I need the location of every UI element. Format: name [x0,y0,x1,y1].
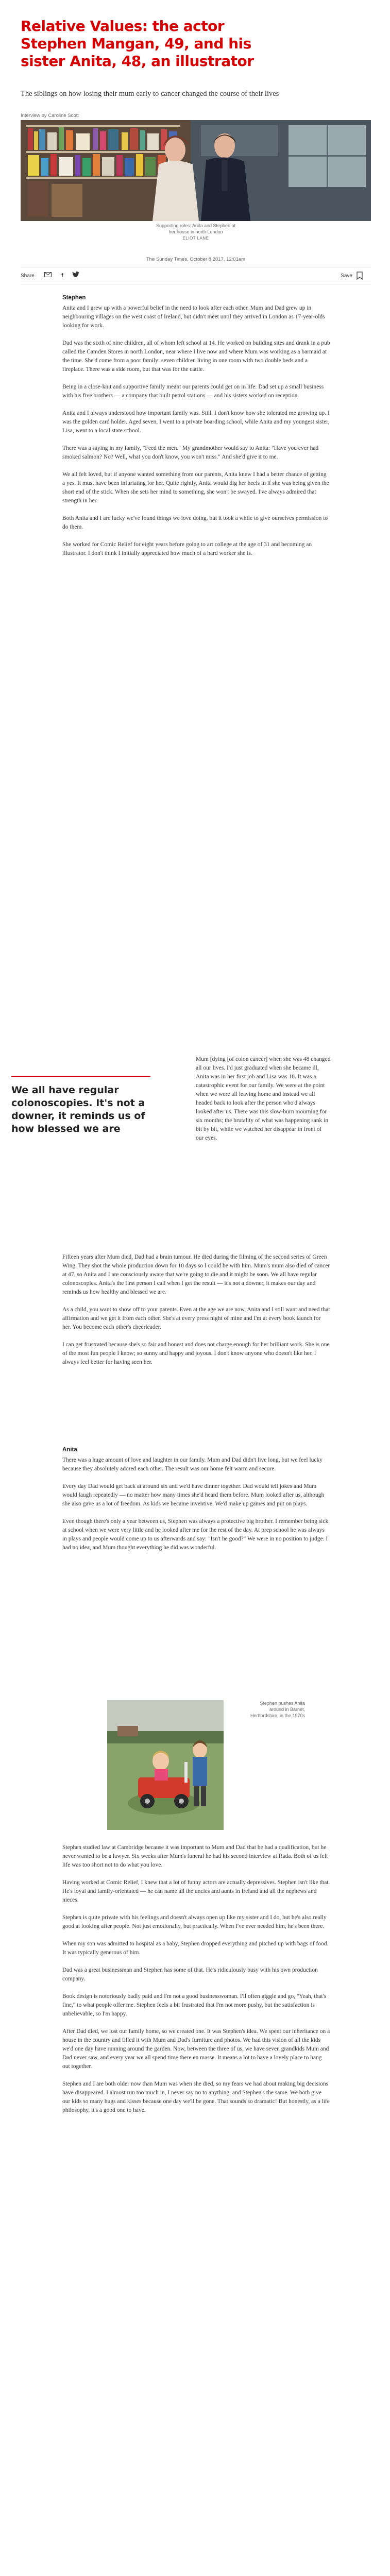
paragraph: When my son was admitted to hospital as a baby, Stephen dropped everything and pitched up with bags of food. It was typically generous of him. [62,1941,329,1956]
section-heading-stephen: Stephen [62,295,86,301]
save-button[interactable]: Save [341,273,352,279]
stephen-column-indented [196,1055,331,1151]
childhood-caption: Stephen pushes Anita around in Barnet, Hertfordshire, in the 1970s [250,1701,305,1718]
share-label: Share [21,273,35,279]
paragraph: Dad was the sixth of nine children, all of whom left school at 14. He worked on building sites and drank in a pub called the Camden Stores in north London, near where I live now and where Mum was working as a barmaid at the time. She'd come from a poor family: seven children living in one room with two double beds and a fireplace. There was a side room, but that was for the cattle. [62,340,330,372]
twitter-icon[interactable] [71,271,80,280]
pull-quote: We all have regular colonoscopies. It's not a downer, it reminds us of how blessed we are [11,1076,150,1136]
childhood-photo [107,1700,224,1830]
paragraph: Having worked at Comic Relief, I knew that a lot of funny actors are actually depressives. Stephen isn't like that. He's loyal and family-orientated — he can name all the uncles and aunts in Ireland and all the nephews and nieces. [62,1879,330,1903]
paragraph: There was a saying in my family, "Feed the men." My grandmother would say to Anita: "Have you ever had smoked salmon? No? Well, what you don't know, you won't miss." And she'd give it to me. [62,445,319,460]
paragraph: Fifteen years after Mum died, Dad had a brain tumour. He died during the filming of the second series of Green Wing. They shot the whole production down for 10 days so I could be with him. Mum's mum also died of cancer at 47, so Anita and I are consciously aware that we're going to die and it might be soon. We all have regular colonoscopies. Anita's the first person I call when I get the result — it's not a downer, it makes our day and reminds us how healthy and blessed we are. [62,1254,330,1295]
hero-caption-text: Supporting roles: Anita and Stephen at her house in north London [156,223,236,234]
paragraph: There was a huge amount of love and laughter in our family. Mum and Dad didn't live long, but we feel lucky because they absolutely adored each other. The result was our home felt warm and secure. [62,1457,323,1472]
section-heading-anita: Anita [62,1447,77,1453]
paragraph: She worked for Comic Relief for eight years before going to art college at the age of 31 and becoming an illustrator. I don't think I initially appreciated how much of a hard worker she is. [62,541,312,556]
hero-photo-illustration [21,120,371,221]
hero-credit: ELIOT LANE [182,236,209,241]
paragraph: Book design is notoriously badly paid and I'm not a good businesswoman. I'll often giggle and go, "Yeah, that's fine," to what people offer me. Stephen feels a bit frustrated that I'm not more pushy, but the satisfaction is unbelievable, so I'm happy. [62,1993,327,2017]
childhood-photo-illustration [107,1700,224,1830]
email-icon[interactable] [43,271,53,280]
stephen-column-2 [62,1253,330,1376]
standfirst: The siblings on how losing their mum early to cancer changed the course of their lives [21,90,279,98]
paragraph: Anita and I always understood how important family was. Still, I don't know how she tolerated me growing up. I was the golden card holder. Aged seven, I went to a private boarding school, while Anita and my youngest sister, Lisa, went to a local state school. [62,410,330,434]
paragraph: Stephen is quite private with his feelings and doesn't always open up like my sister and I do, but he's also really good at looking after people. Not just emotionally, but practically. When I've ever needed him, he's been there. [62,1914,327,1929]
paragraph: Stephen studied law at Cambridge because it was important to Mum and Dad that he had a qualification, but he never wanted to be a lawyer. Six weeks after Mum's funeral he had his second interview at Rada. Both of us felt life was too short not to do what you love. [62,1844,328,1868]
paragraph: After Dad died, we lost our family home, so we created one. It was Stephen's idea. We spent our inheritance on a house in the country and filled it with Mum and Dad's furniture and photos. We had this vision of all the kids we'd one day have running around the garden. Now, between the three of us, we have seven grandkids Mum and Dad never saw, and every year we all spend time there en masse. It means a lot to have a lovely place to hang out together. [62,2028,330,2070]
paragraph: Dad was a great businessman and Stephen has some of that. He's ridiculously busy with his own production company. [62,1967,318,1982]
byline: Interview by Caroline Scott [21,113,79,118]
paragraph: Both Anita and I are lucky we've found things we love doing, but it took a while to give ourselves permission to do them. [62,515,328,530]
stephen-column-1 [62,304,330,567]
paragraph: Stephen and I are both older now than Mum was when she died, so my fears we had about making big decisions have disappeared. I almost run too much in, I never say no to anything, and Stephen's the same. We both give our kids so many hugs and kisses because one day we'll be gone. That sounds so dramatic! But honestly, as a life philosophy, it's a good one to have. [62,2081,330,2113]
anita-column-2 [62,1843,330,2124]
paragraph: We all felt loved, but if anyone wanted something from our parents, Anita knew I had a better chance of getting a yes. It must have been infuriating for her. Quite rightly, Anita would dig her heels in if she was being given the short end of the stick. When she sets her mind to something, she won't be swayed. I've always admired that strength in her. [62,471,329,504]
dateline: The Sunday Times, October 8 2017, 12:01am [146,257,246,262]
paragraph: Being in a close-knit and supportive family meant our parents could get on in life: Dad set up a small business with his five brothers — a company that built petrol stations — and his sisters worked on reception. [62,384,324,399]
paragraph: Even though there's only a year between us, Stephen was always a protective big brother. I remember being sick at school when we were very little and he looked after me for the rest of the day. At prep school he was always in plays and people would come up to us afterwards and say: "Isn't he good?" We were in no position to judge. I had no idea, and Mum thought everything he did was wonderful. [62,1518,329,1551]
paragraph: Every day Dad would get back at around six and we'd have dinner together. Dad would tell jokes and Mum would laugh repeatedly — no matter how many times she'd heard them before. Mum looked after us, although she also gave us a lot of freedom. As kids we became inventive. We'd make up games and put on plays. [62,1483,325,1507]
share-bar [21,267,371,284]
paragraph: As a child, you want to show off to your parents. Even at the age we are now, Anita and I still want and need that affirmation and we get it from each other. She's at every press night of mine and I'm at every book launch for her. You become each other's cheerleader. [62,1307,330,1330]
paragraph: I can get frustrated because she's so fair and honest and does not charge enough for her brilliant work. She is one of the most fun people I know; so sunny and happy and joyous. I don't know anyone who doesn't like her. I always feel better for having seen her. [62,1342,330,1365]
facebook-icon[interactable]: f [61,273,63,279]
hero-caption [155,223,237,242]
paragraph: Anita and I grew up with a powerful belief in the need to look after each other. Mum and Dad grew up in neighbouring villages on the west coast of Ireland, but didn't meet until they arrived in London as 17-year-olds looking for work. [62,305,325,329]
anita-column-1 [62,1456,330,1561]
hero-photo [21,120,371,221]
headline: Relative Values: the actor Stephen Mangan, 49, and his sister Anita, 48, an illustrator [21,18,254,70]
bookmark-icon[interactable] [357,272,364,280]
paragraph: Mum [dying [of colon cancer] when she was 48 changed all our lives. I'd just graduated when she became ill, Anita was in her first job and Lisa was 18. It was a catastrophic event for our family. We were at the point when we were all leaving home and instead we all headed back to look after the person who'd always looked after us. There was this slow-burn mourning for six months; the brutality of what was happening sank in bit by bit, while we watched her disappear in front of our eyes. [196,1056,331,1141]
